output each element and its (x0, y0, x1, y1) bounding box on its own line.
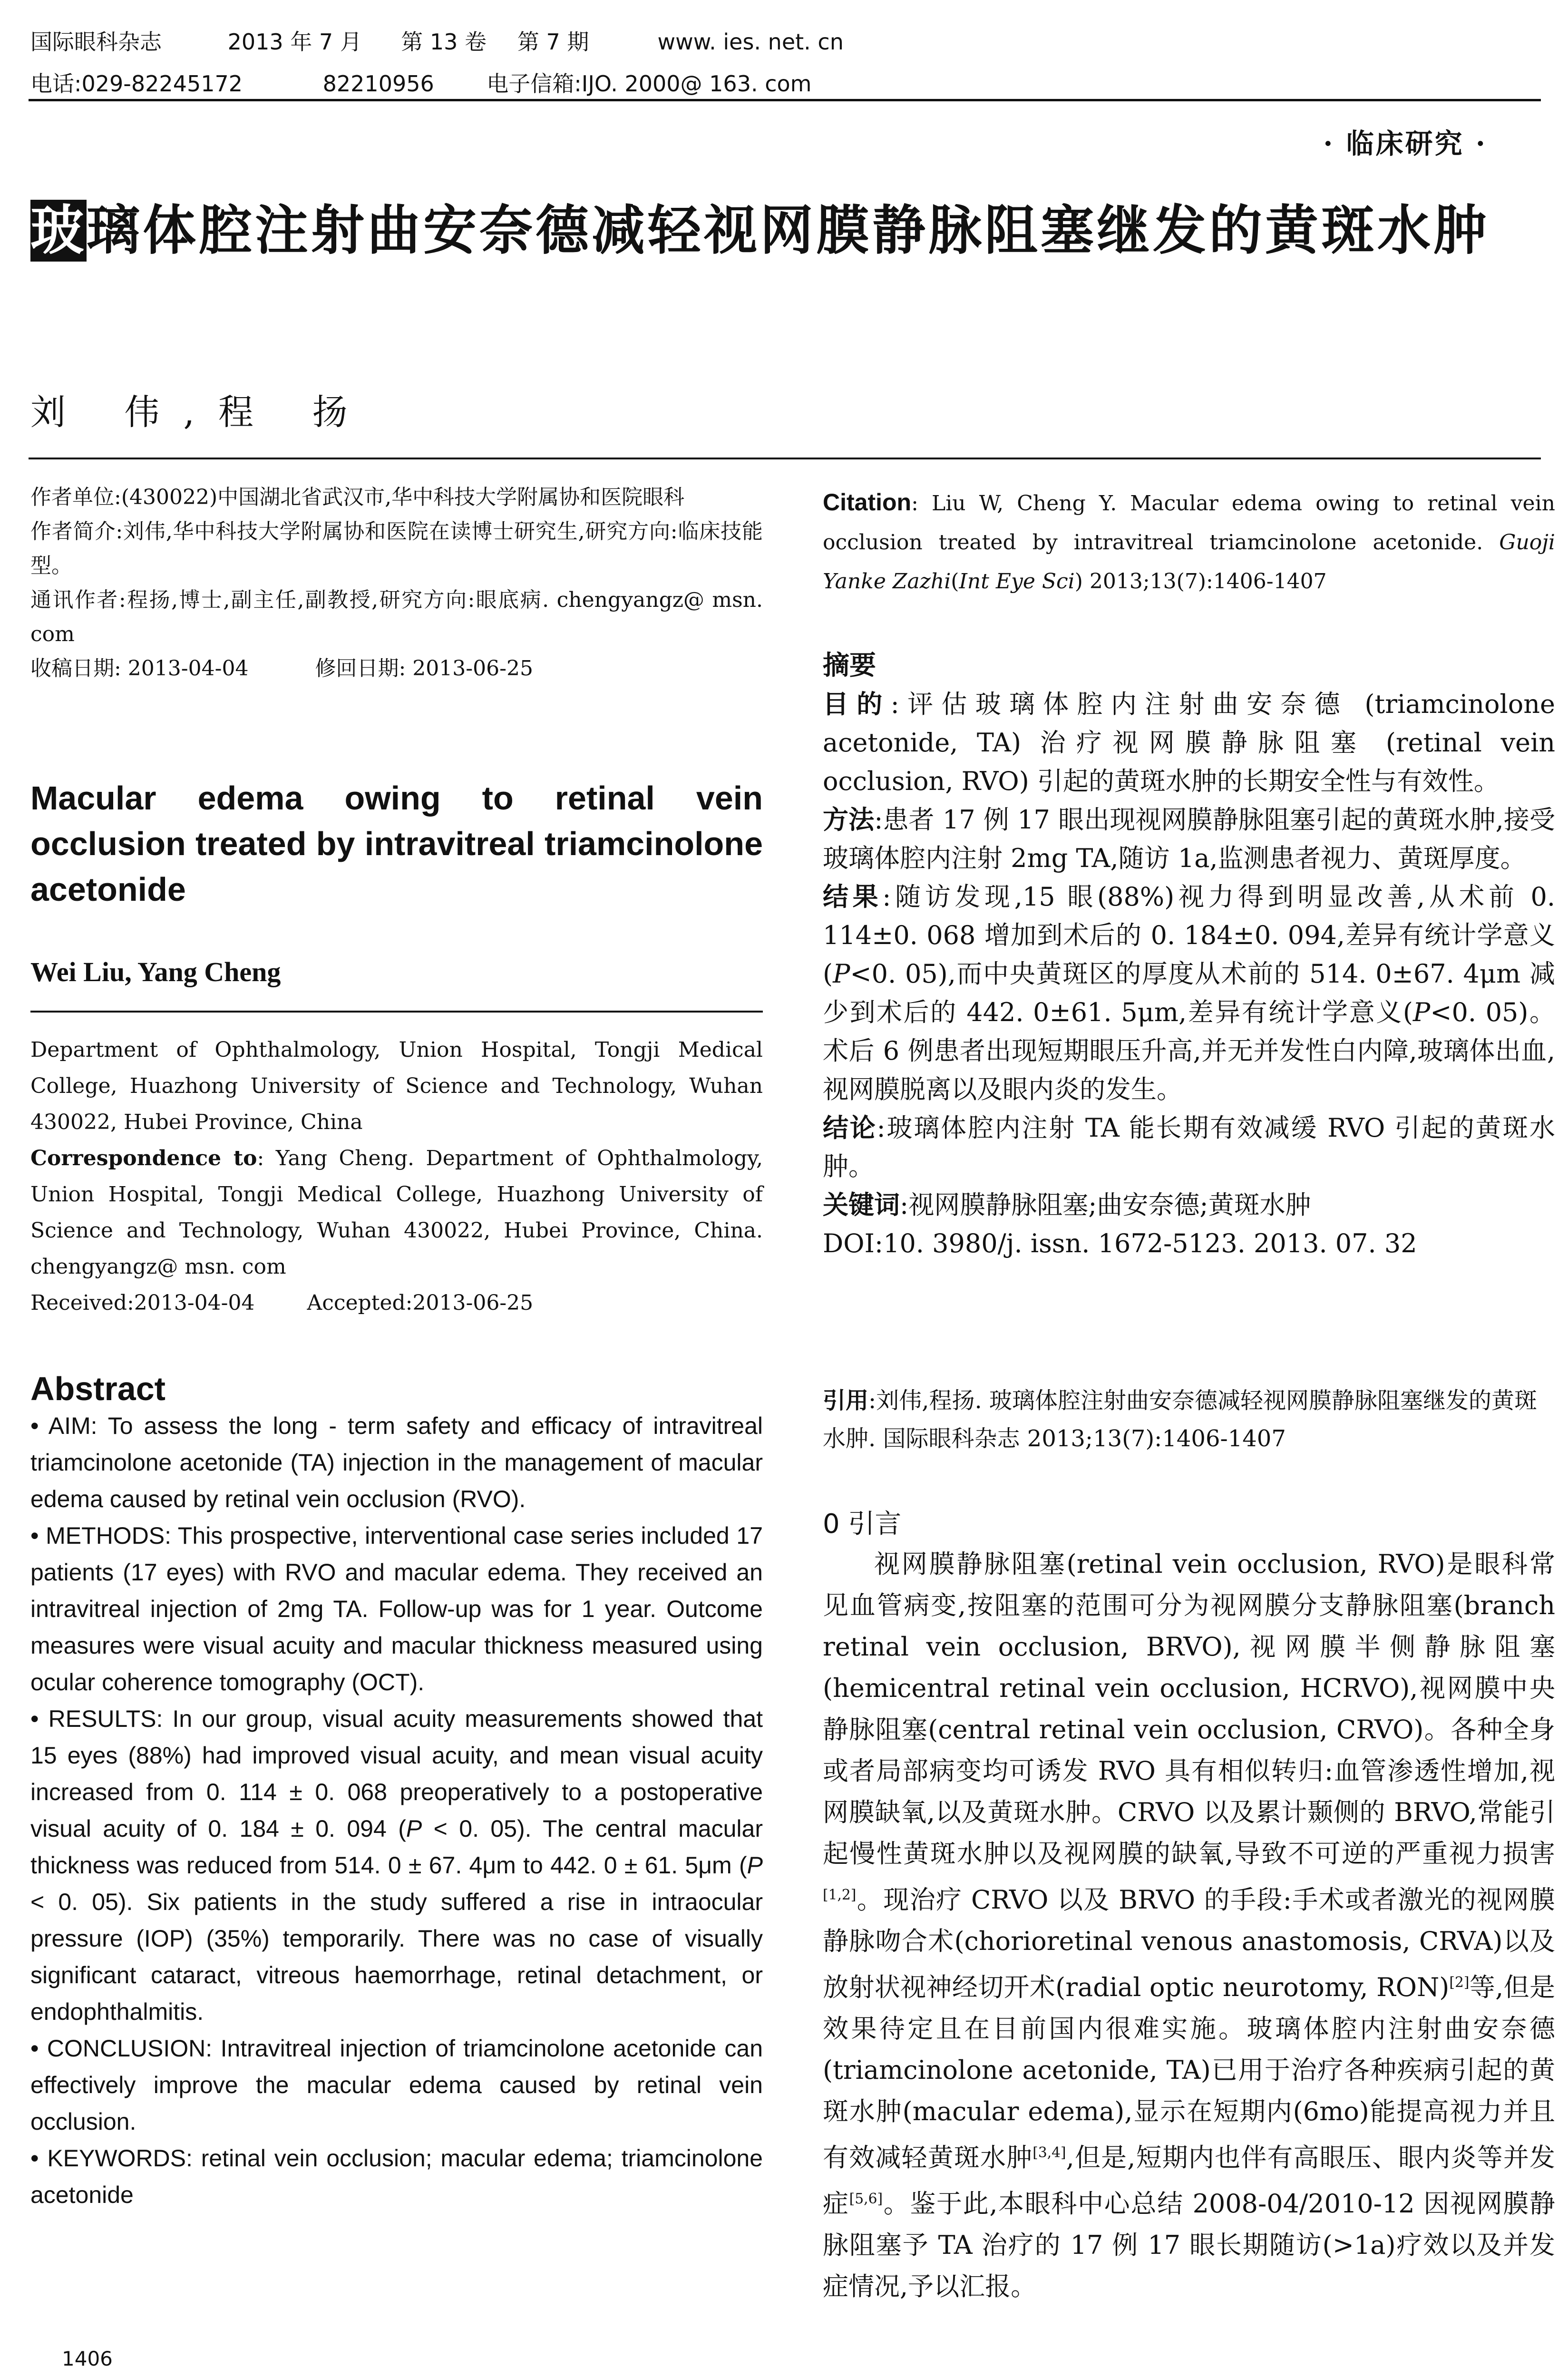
intro-heading: 0 引言 (823, 1509, 902, 1539)
title-rule (29, 458, 1541, 459)
revised-zh: 修回日期: 2013-06-25 (315, 656, 533, 681)
citation-en: Citation: Liu W, Cheng Y. Macular edema owing to retinal vein occlusion treated by intravitreal triamcinolone acetonide. Guoji Yanke Zazhi(Int Eye Sci) 2013;13(7):1406-1407 (823, 489, 1555, 594)
volume: 第 13 卷 (401, 29, 487, 55)
received-en: Received:2013-04-04 (30, 1291, 255, 1315)
abstract-zh-methods: 方法:患者 17 例 17 眼出现视网膜静脉阻塞引起的黄斑水肿,接受玻璃体腔内注射 2mg TA,随访 1a,监测患者视力、黄斑厚度。 (823, 805, 1556, 873)
author-intro: 作者简介:刘伟,华中科技大学附属协和医院在读博士研究生,研究方向:临床技能型。 (30, 519, 763, 578)
received-zh: 收稿日期: 2013-04-04 (30, 656, 249, 681)
abstract-en (30, 1408, 763, 2213)
accepted-en: Accepted:2013-06-25 (307, 1291, 534, 1315)
author-unit: 作者单位:(430022)中国湖北省武汉市,华中科技大学附属协和医院眼科 (30, 485, 685, 509)
department-en-block (30, 1032, 763, 1321)
abstract-zh-aim: 目的:评估玻璃体腔内注射曲安奈德 (triamcinolone acetonide, TA) 治疗视网膜静脉阻塞 (retinal vein occlusion, RVO) 引起的黄斑水肿的长期安全性与有效性。 (823, 689, 1556, 796)
dates-en (30, 1285, 763, 1321)
phone: 电话:029-82245172 (30, 71, 243, 97)
intro-paragraph: 视网膜静脉阻塞(retinal vein occlusion, RVO)是眼科常见血管病变,按阻塞的范围可分为视网膜分支静脉阻塞(branch retinal vein occlusion, BRVO),视网膜半侧静脉阻塞(hemicentral retinal vein occlusion, HCRVO),视网膜中央静脉阻塞(central retinal vein occlusion, CRVO)。各种全身或者局部病变均可诱发 RVO 具有相似转归:血管渗透性增加,视网膜缺氧,以及黄斑水肿。CRVO 以及累计颞侧的 BRVO,常能引起慢性黄斑水肿以及视网膜的缺氧,导致不可逆的严重视力损害[1,2]。现治疗 CRVO 以及 BRVO 的手段:手术或者激光的视网膜静脉吻合术(chorioretinal venous anastomosis, CRVA)以及放射状视神经切开术(radial optic neurotomy, RON)[2]等,但是效果待定且在目前国内很难实施。玻璃体腔内注射曲安奈德(triamcinolone acetonide, TA)已用于治疗各种疾病引起的黄斑水肿(macular edema),显示在短期内(6mo)能提高视力并且有效减轻黄斑水肿[3,4],但是,短期内也伴有高眼压、眼内炎等并发症[5,6]。鉴于此,本眼科中心总结 2008-04/2010-12 因视网膜静脉阻塞予 TA 治疗的 17 例 17 眼长期随访(>1a)疗效以及并发症情况,予以汇报。 (823, 1549, 1556, 2301)
journal-header-line1 (30, 25, 844, 56)
abstract-zh-keywords: 关键词:视网膜静脉阻塞;曲安奈德;黄斑水肿 (823, 1190, 1311, 1220)
ref-5-6: [5,6] (849, 2191, 883, 2207)
title-zh-first-char: 玻 (30, 200, 87, 262)
abstract-zh-heading: 摘要 (823, 650, 876, 681)
department-en: Department of Ophthalmology, Union Hospital, Tongji Medical College, Huazhong University of Science and Technology, Wuhan 430022, Hubei Province, China (30, 1038, 763, 1134)
issue-date: 2013 年 7 月 (227, 29, 362, 55)
email: 电子信箱:IJO. 2000@ 163. com (487, 71, 812, 97)
journal-name: 国际眼科杂志 (30, 29, 162, 55)
abstract-heading: Abstract (30, 1370, 166, 1407)
abstract-methods: • METHODS: This prospective, interventional case series included 17 patients (17 eyes) with RVO and macular edema. They received an intravitreal injection of 2mg TA. Follow-up was for 1 year. Outcome measures were visual acuity and macular thickness measured using ocular coherence tomography (OCT). (30, 1522, 763, 1695)
title-zh (30, 195, 1543, 266)
issue: 第 7 期 (517, 29, 589, 55)
correspondence-en (30, 1140, 763, 1285)
header-rule (29, 99, 1541, 101)
intro-section (823, 1543, 1555, 2307)
abstract-keywords: • KEYWORDS: retinal vein occlusion; macular edema; triamcinolone acetonide (30, 2145, 763, 2208)
abstract-results: • RESULTS: In our group, visual acuity measurements showed that 15 eyes (88%) had improved visual acuity, and mean visual acuity increased from 0. 114 ± 0. 068 preoperatively to a postoperative visual acuity of 0. 184 ± 0. 094 (P < 0. 05). The central macular thickness was reduced from 514. 0 ± 67. 4μm to 442. 0 ± 61. 5μm (P < 0. 05). Six patients in the study suffered a rise in intraocular pressure (IOP) (35%) temporarily. There was no case of visually significant cataract, vitreous haemorrhage, retinal detachment, or endophthalmitis. (30, 1705, 763, 2025)
page-number: 1406 (62, 2347, 113, 2370)
correspondence-text: : Yang Cheng. Department of Ophthalmology, Union Hospital, Tongji Medical College, Huazhong University of Science and Technology, Wuhan 430022, Hubei Province, China. chengyangz@ msn. com (30, 1146, 763, 1279)
abstract-conclusion: • CONCLUSION: Intravitreal injection of triamcinolone acetonide can effectively improve the macular edema caused by retinal vein occlusion. (30, 2035, 763, 2135)
abstract-aim: • AIM: To assess the long - term safety and efficacy of intravitreal triamcinolone acetonide (TA) injection in the management of macular edema caused by retinal vein occlusion (RVO). (30, 1413, 763, 1512)
website: www. ies. net. cn (657, 29, 844, 55)
abstract-zh (823, 685, 1555, 1263)
abstract-zh-conclusion: 结论:玻璃体腔内注射 TA 能长期有效减缓 RVO 引起的黄斑水肿。 (823, 1113, 1556, 1181)
dates-zh (30, 652, 763, 686)
ref-2: [2] (1449, 1974, 1470, 1991)
ref-1-2: [1,2] (823, 1887, 857, 1903)
journal-header-line2 (30, 67, 811, 98)
section-tag: · 临床研究 · (1323, 127, 1487, 160)
title-zh-rest: 璃体腔注射曲安奈德减轻视网膜静脉阻塞继发的黄斑水肿 (87, 200, 1490, 262)
abstract-zh-results: 结果:随访发现,15 眼(88%)视力得到明显改善,从术前 0. 114±0. 068 增加到术后的 0. 184±0. 094,差异有统计学意义(P<0. 05),而中央黄斑区的厚度从术前的 514. 0±67. 4μm 减少到术后的 442. 0±61. 5μm,差异有统计学意义(P<0. 05)。术后 6 例患者出现短期眼压升高,并无并发性白内障,玻璃体出血,视网膜脱离以及眼内炎的发生。 (823, 882, 1556, 1104)
phone2: 82210956 (322, 71, 434, 97)
en-author-rule (30, 1011, 763, 1013)
doi: DOI:10. 3980/j. issn. 1672-5123. 2013. 07. 32 (823, 1228, 1417, 1258)
author-info-zh (30, 480, 763, 686)
citation-label: Citation (823, 489, 912, 516)
cite-zh: 引用:刘伟,程扬. 玻璃体腔注射曲安奈德减轻视网膜静脉阻塞继发的黄斑水肿. 国际眼科杂志 2013;13(7):1406-1407 (823, 1387, 1537, 1452)
title-en: Macular edema owing to retinal vein occlusion treated by intravitreal triamcinolone acetonide (30, 779, 763, 908)
authors-en: Wei Liu, Yang Cheng (30, 956, 281, 987)
authors-zh: 刘 伟,程 扬 (30, 392, 371, 433)
ref-3-4: [3,4] (1032, 2144, 1066, 2161)
correspondence-label: Correspondence to (30, 1146, 257, 1170)
corresponding-author-zh: 通讯作者:程扬,博士,副主任,副教授,研究方向:眼底病. chengyangz@ msn. com (30, 588, 763, 646)
